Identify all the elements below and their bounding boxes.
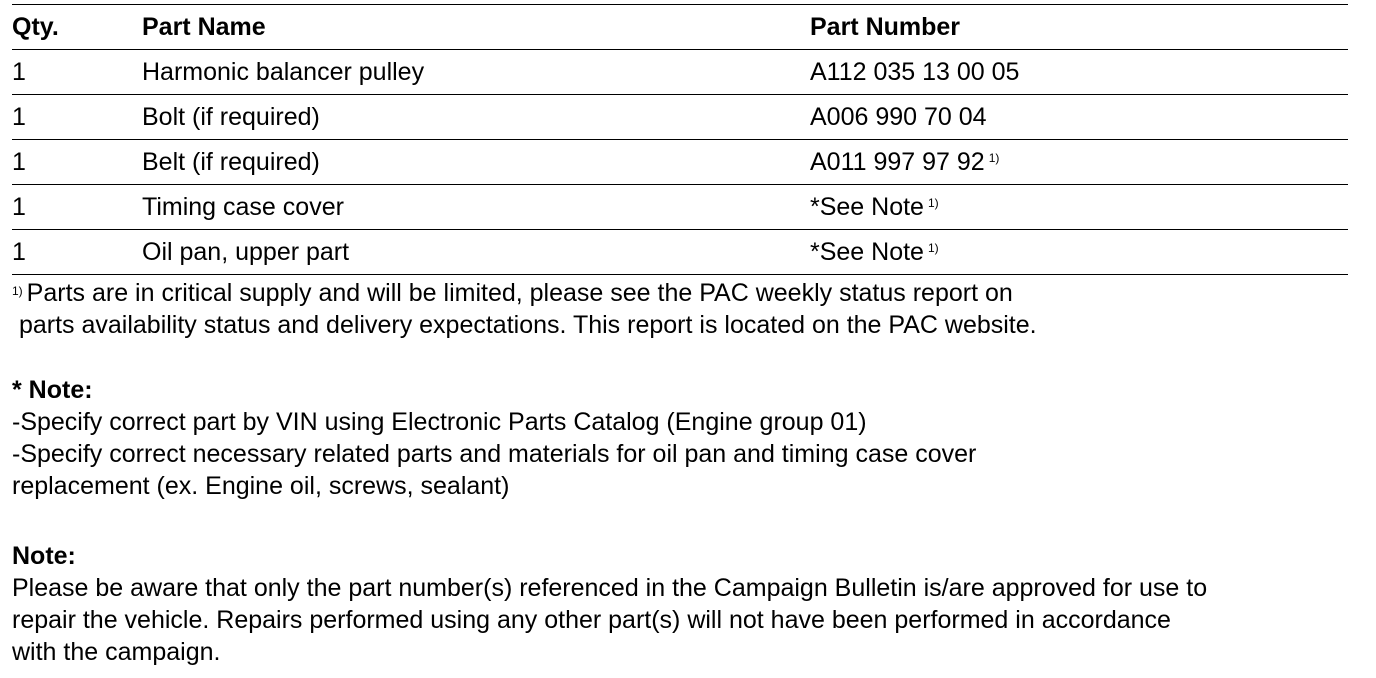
part-number-text: A011 997 97 92 bbox=[810, 148, 985, 176]
footnote-text: Parts are in critical supply and will be limited, please see the PAC weekly status report on bbox=[26, 279, 1013, 307]
star-note-line: -Specify correct necessary related parts and materials for oil pan and timing case cover bbox=[12, 440, 977, 468]
note-line: with the campaign. bbox=[12, 638, 221, 666]
part-number-text: A006 990 70 04 bbox=[810, 103, 987, 131]
header-qty: Qty. bbox=[12, 13, 59, 41]
table-header-row bbox=[12, 5, 1348, 50]
row-part-name: Bolt (if required) bbox=[142, 103, 320, 131]
row-part-number bbox=[810, 50, 1348, 95]
row-part-name: Oil pan, upper part bbox=[142, 238, 350, 266]
star-note-block bbox=[12, 374, 976, 502]
part-number-text: *See Note bbox=[810, 238, 924, 266]
note-line: Please be aware that only the part number(s) referenced in the Campaign Bulletin is/are approved for use to bbox=[12, 574, 1208, 602]
table-row bbox=[12, 185, 1348, 230]
footnote-mark: 1) bbox=[12, 284, 23, 298]
table-row bbox=[12, 50, 1348, 95]
part-number-text: A112 035 13 00 05 bbox=[810, 58, 1020, 86]
footnote-mark: 1) bbox=[927, 196, 939, 210]
header-part-name: Part Name bbox=[142, 13, 266, 41]
table-row bbox=[12, 95, 1348, 140]
footnote-mark: 1) bbox=[927, 241, 939, 255]
row-qty: 1 bbox=[12, 193, 26, 221]
row-qty: 1 bbox=[12, 148, 26, 176]
footnote-line-2 bbox=[12, 309, 1037, 341]
row-part-name: Belt (if required) bbox=[142, 148, 320, 176]
row-qty: 1 bbox=[12, 58, 26, 86]
footnote-text: parts availability status and delivery expectations. This report is located on the PAC website. bbox=[18, 311, 1037, 339]
row-qty: 1 bbox=[12, 103, 26, 131]
row-part-name: Harmonic balancer pulley bbox=[142, 58, 425, 86]
footnote-line-1 bbox=[12, 277, 1037, 309]
row-part-name: Timing case cover bbox=[142, 193, 344, 221]
table-row bbox=[12, 230, 1348, 275]
row-qty: 1 bbox=[12, 238, 26, 266]
table-row bbox=[12, 140, 1348, 185]
star-note-line: replacement (ex. Engine oil, screws, sealant) bbox=[12, 472, 510, 500]
note-block bbox=[12, 540, 1207, 668]
row-part-number bbox=[810, 140, 1348, 185]
parts-table bbox=[12, 4, 1348, 275]
row-part-number bbox=[810, 95, 1348, 140]
header-part-number: Part Number bbox=[810, 13, 961, 41]
note-line: repair the vehicle. Repairs performed using any other part(s) will not have been performed in accordance bbox=[12, 606, 1171, 634]
star-note-line: -Specify correct part by VIN using Electronic Parts Catalog (Engine group 01) bbox=[12, 408, 867, 436]
note-heading: Note: bbox=[12, 542, 76, 570]
footnote-mark: 1) bbox=[988, 151, 1000, 165]
part-number-text: *See Note bbox=[810, 193, 924, 221]
supply-footnote bbox=[12, 277, 1037, 341]
star-note-heading: * Note: bbox=[12, 376, 93, 404]
row-part-number bbox=[810, 185, 1348, 230]
row-part-number bbox=[810, 230, 1348, 275]
